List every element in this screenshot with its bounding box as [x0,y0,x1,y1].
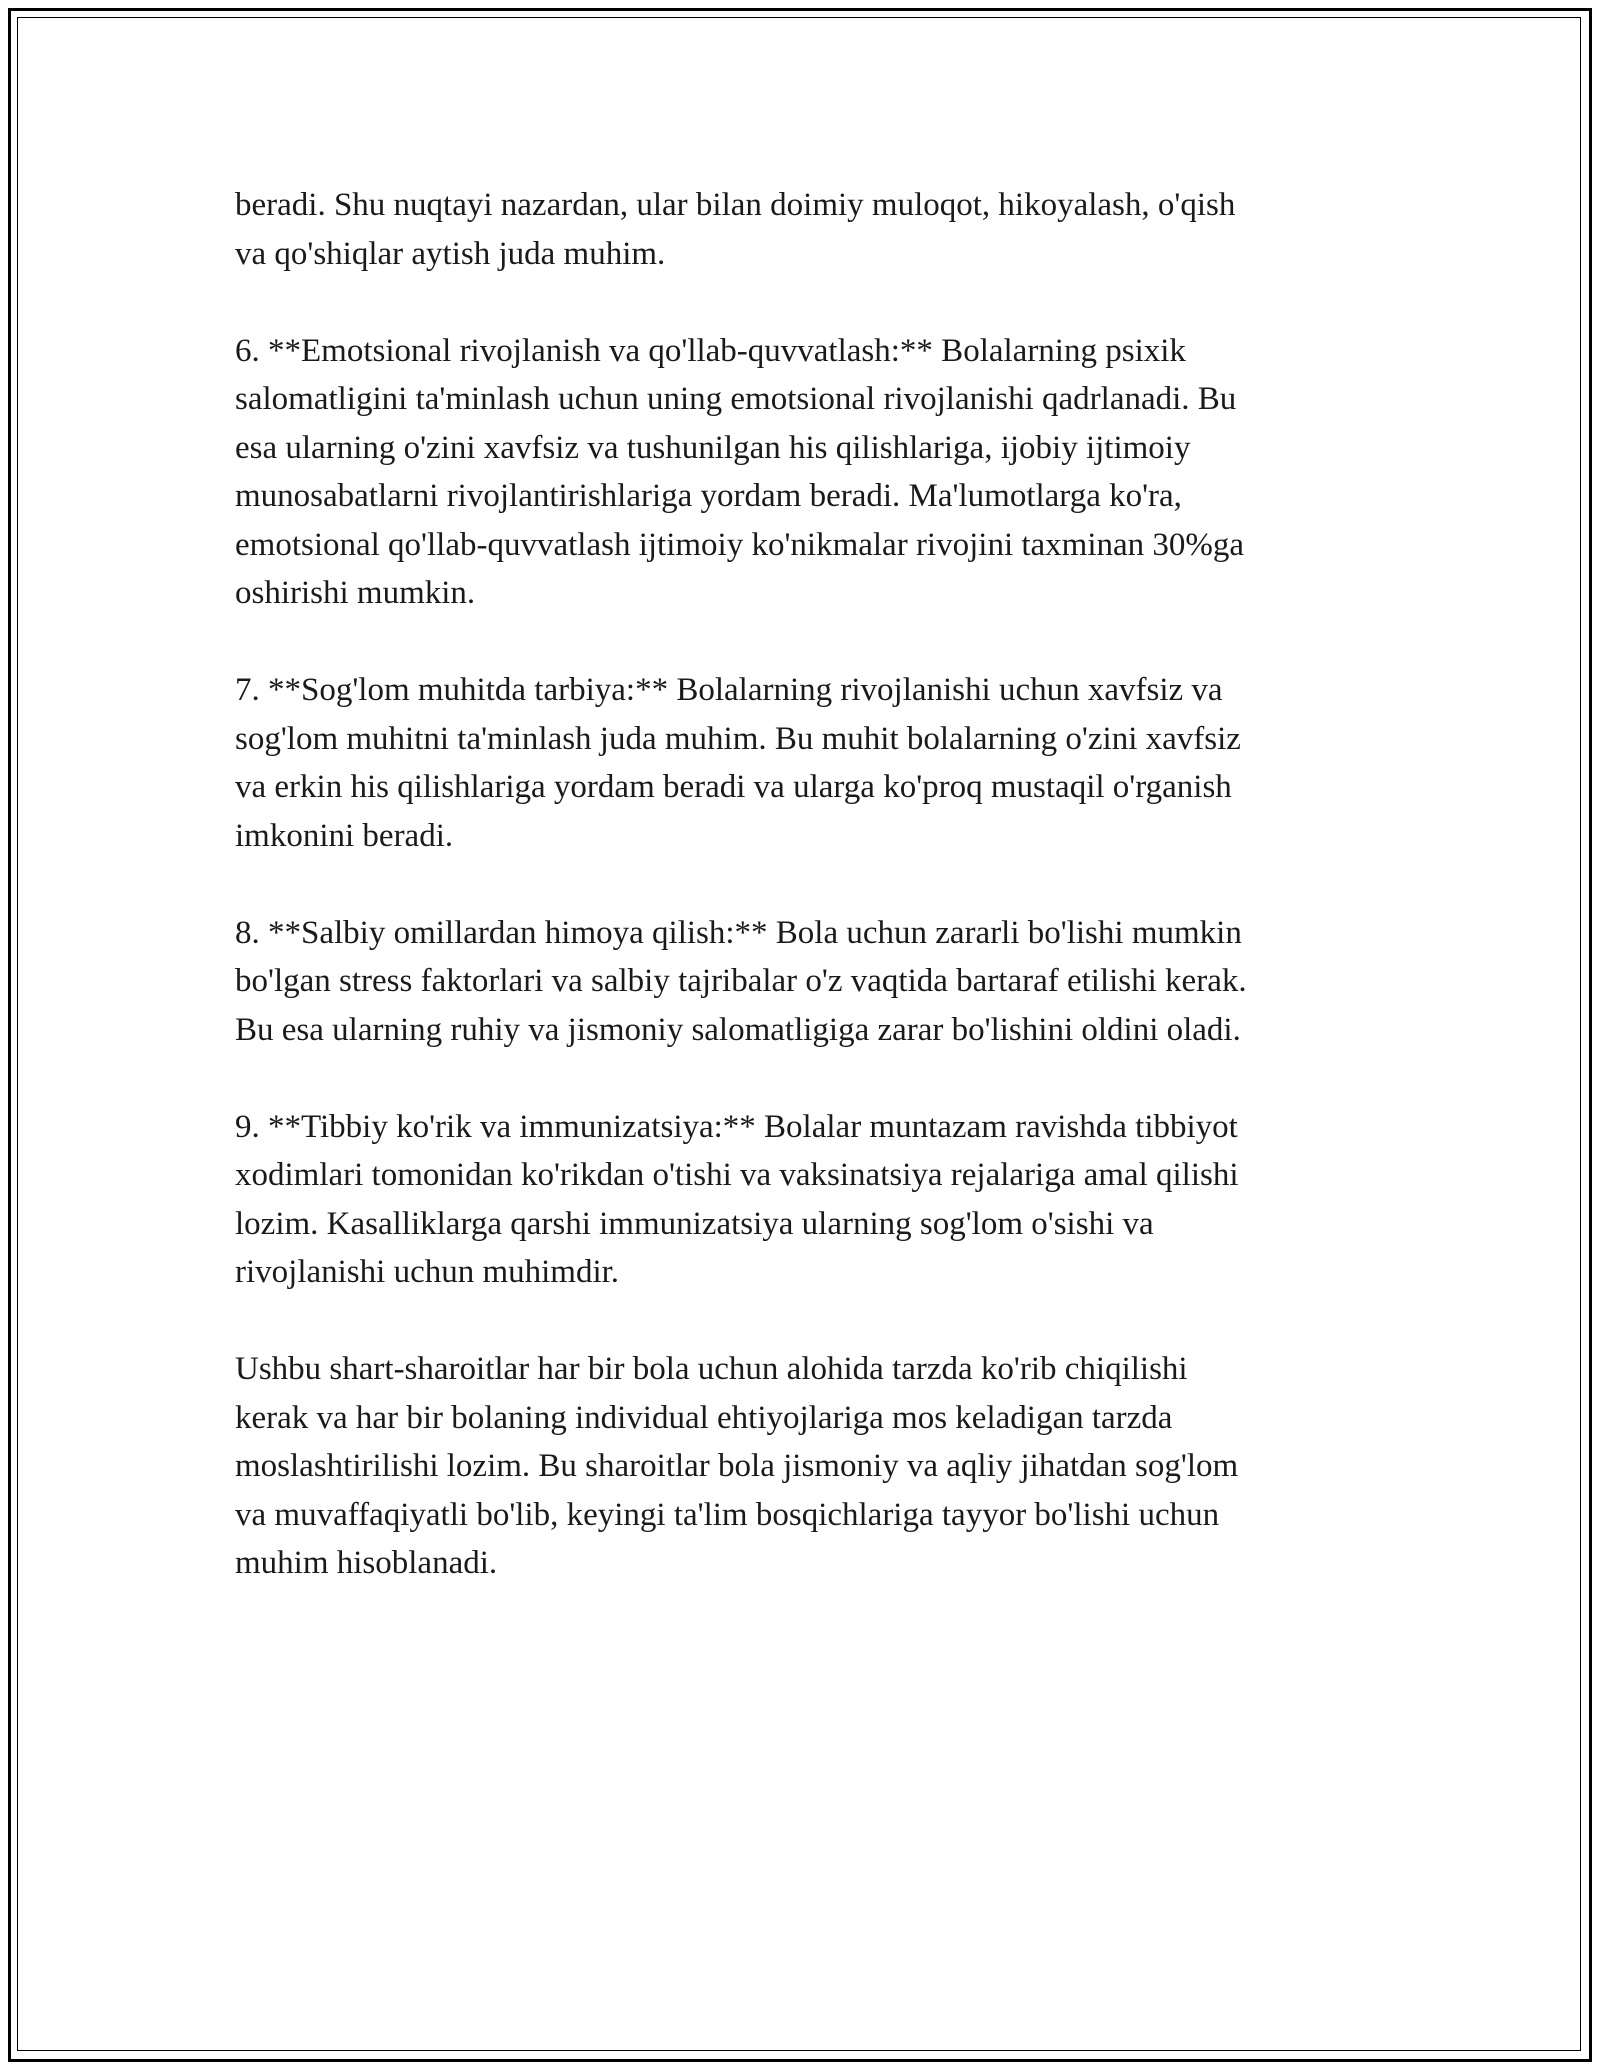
text-line: emotsional qo'llab-quvvatlash ijtimoiy ko'nikmalar rivojini taxminan 30%ga [235,526,1245,563]
paragraph-item-6 [235,327,1375,618]
text-line: lozim. Kasalliklarga qarshi immunizatsiya ularning sog'lom o'sishi va [235,1205,1154,1242]
text-line: muhim hisoblanadi. [235,1545,498,1581]
text-line: munosabatlarni rivojlantirishlariga yordam beradi. Ma'lumotlarga ko'ra, [235,478,1182,514]
text-line: Bu esa ularning ruhiy va jismoniy salomatligiga zarar bo'lishini oldini oladi. [235,1011,1241,1048]
paragraph-conclusion [235,1345,1375,1588]
paragraph-item-8 [235,909,1375,1055]
document-body [235,181,1375,1636]
text-line: va erkin his qilishlariga yordam beradi va ularga ko'proq mustaqil o'rganish [235,769,1232,805]
paragraph-item-9 [235,1103,1375,1297]
text-line: va qo'shiqlar aytish juda muhim. [235,235,666,272]
text-line: 6. **Emotsional rivojlanish va qo'llab-quvvatlash:** Bolalarning psixik [235,332,1186,369]
text-line: esa ularning o'zini xavfsiz va tushunilgan his qilishlariga, ijobiy ijtimoiy [235,429,1191,466]
text-line: sog'lom muhitni ta'minlash juda muhim. Bu muhit bolalarning o'zini xavfsiz [235,720,1241,757]
text-line: beradi. Shu nuqtayi nazardan, ular bilan doimiy muloqot, hikoyalash, o'qish [235,187,1236,223]
text-line: kerak va har bir bolaning individual ehtiyojlariga mos keladigan tarzda [235,1399,1173,1436]
text-line: Ushbu shart-sharoitlar har bir bola uchun alohida tarzda ko'rib chiqilishi [235,1351,1188,1387]
text-line: imkonini beradi. [235,817,454,854]
text-line: moslashtirilishi lozim. Bu sharoitlar bola jismoniy va aqliy jihatdan sog'lom [235,1448,1239,1484]
text-line: 9. **Tibbiy ko'rik va immunizatsiya:** Bolalar muntazam ravishda tibbiyot [235,1108,1238,1145]
text-line: oshirishi mumkin. [235,575,476,611]
text-line: salomatligini ta'minlash uchun uning emotsional rivojlanishi qadrlanadi. Bu [235,381,1237,417]
text-line: bo'lgan stress faktorlari va salbiy tajribalar o'z vaqtida bartaraf etilishi kerak. [235,963,1247,999]
text-line: rivojlanishi uchun muhimdir. [235,1254,620,1290]
text-line: va muvaffaqiyatli bo'lib, keyingi ta'lim bosqichlariga tayyor bo'lishi uchun [235,1496,1220,1533]
text-line: 7. **Sog'lom muhitda tarbiya:** Bolalarning rivojlanishi uchun xavfsiz va [235,672,1223,708]
paragraph-item-7 [235,666,1375,860]
text-line: xodimlari tomonidan ko'rikdan o'tishi va vaksinatsiya rejalariga amal qilishi [235,1157,1239,1193]
text-line: 8. **Salbiy omillardan himoya qilish:** Bola uchun zararli bo'lishi mumkin [235,914,1242,951]
paragraph-intro-continuation [235,181,1375,278]
